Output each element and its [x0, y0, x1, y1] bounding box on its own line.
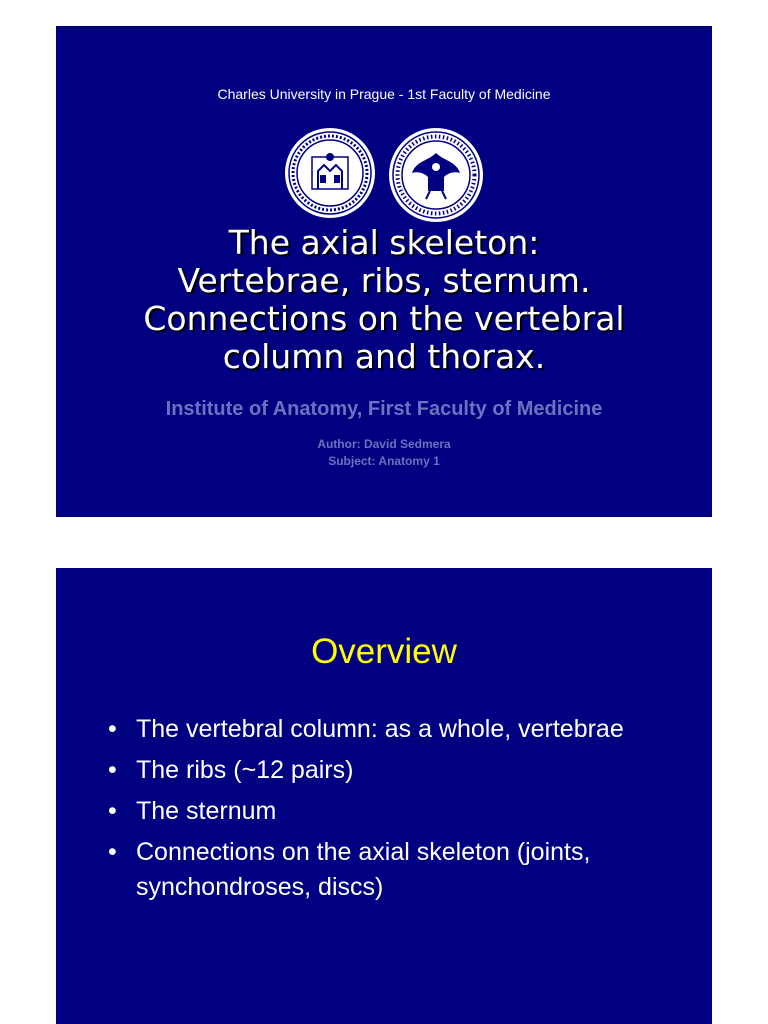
bullet-icon: • — [108, 838, 117, 866]
list-item-text: The ribs (~12 pairs) — [136, 756, 354, 784]
list-item — [108, 794, 698, 829]
list-item — [108, 835, 698, 905]
title-line: The axial skeleton: — [228, 223, 540, 262]
author-block — [56, 436, 712, 470]
subject-line: Subject: Anatomy 1 — [328, 454, 440, 468]
overview-slide — [56, 568, 712, 1024]
title-line: Connections on the vertebral — [143, 299, 625, 338]
title-slide — [56, 26, 712, 517]
university-affiliation: Charles University in Prague - 1st Faculty of Medicine — [217, 86, 551, 102]
author-line: Author: David Sedmera — [317, 437, 451, 451]
list-item-text: The sternum — [136, 797, 277, 825]
list-item — [108, 712, 698, 747]
institute-name: Institute of Anatomy, First Faculty of Medicine — [165, 398, 603, 420]
title-line: column and thorax. — [222, 337, 546, 376]
slide-title — [56, 224, 712, 376]
list-item-text: Connections on the axial skeleton (joints, synchondroses, discs) — [136, 838, 591, 901]
bullet-icon: • — [108, 756, 117, 784]
university-seal-icon — [284, 127, 376, 224]
bullet-icon: • — [108, 715, 117, 743]
bullet-list — [108, 712, 698, 911]
faculty-seal-icon — [388, 127, 484, 228]
title-line: Vertebrae, ribs, sternum. — [177, 261, 591, 300]
seals-row — [56, 127, 712, 228]
bullet-icon: • — [108, 797, 117, 825]
slide-heading: Overview — [311, 632, 457, 671]
list-item-text: The vertebral column: as a whole, vertebrae — [136, 715, 624, 743]
list-item — [108, 753, 698, 788]
